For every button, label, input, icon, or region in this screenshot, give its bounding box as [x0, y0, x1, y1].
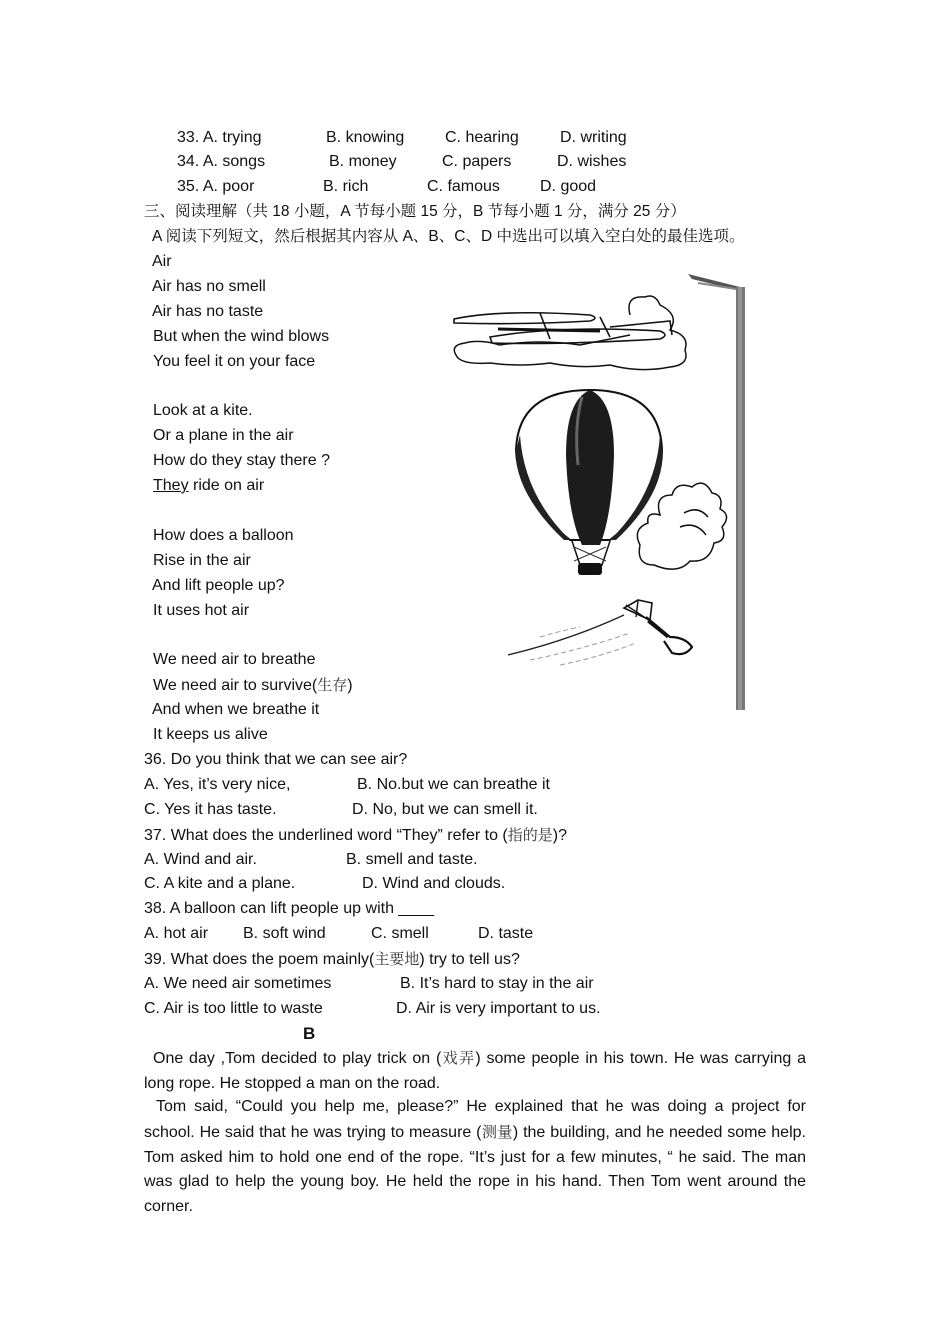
- underlined-word: They: [153, 477, 189, 494]
- poem-line: Look at a kite.: [153, 402, 253, 419]
- chinese-gloss: 指的是: [507, 826, 553, 844]
- option-a: A. songs: [202, 153, 266, 170]
- section-b-paragraph-2: [144, 1095, 806, 1220]
- q39-option-a: A. We need air sometimes: [144, 975, 332, 992]
- option-d: D. writing: [560, 129, 627, 146]
- q38-option-d: D. taste: [478, 925, 534, 942]
- poem-title: Air: [152, 253, 172, 270]
- kite-pole-icon: [688, 274, 745, 710]
- poem-line-text: We need air to survive(: [153, 677, 318, 694]
- poem-line: How do they stay there ?: [153, 452, 330, 469]
- q37-option-b: B. smell and taste.: [346, 851, 478, 868]
- poem-line: How does a balloon: [153, 527, 294, 544]
- option-a: A. trying: [202, 129, 262, 146]
- paren-close: ): [347, 677, 353, 694]
- cloze-number: 35.: [177, 178, 200, 195]
- airplane-icon: [454, 313, 672, 344]
- poem-line: You feel it on your face: [153, 353, 316, 370]
- poem-line: [153, 476, 264, 496]
- stem-text: 39. What does the poem mainly(: [144, 951, 375, 968]
- poem-line: And lift people up?: [152, 577, 285, 594]
- q39-option-c: C. Air is too little to waste: [144, 1000, 323, 1017]
- q37-option-c: C. A kite and a plane.: [144, 875, 296, 892]
- section-heading: 三、阅读理解（共 18 小题，A 节每小题 15 分，B 节每小题 1 分，满分 25 分）: [144, 203, 686, 220]
- paragraph-text: One day ,Tom decided to play trick on (: [153, 1050, 442, 1067]
- q36-option-a: A. Yes, it’s very nice,: [144, 776, 291, 793]
- q39-option-d: D. Air is very important to us.: [396, 1000, 601, 1017]
- paragraph-text: ) the building, and he needed some help. Tom asked him to hold one end of the rope. “It’s just for a few minutes, “ he said. The man was glad to help the young boy. He held the rope in his hand. Then Tom went around the corner.: [144, 1123, 806, 1216]
- q39-option-b: B. It’s hard to stay in the air: [400, 975, 594, 992]
- kite-icon: [508, 600, 692, 665]
- paragraph-text: Tom said, “Could you help me, please?” He explained that he was doing a project for school. He said that he was trying to measure (: [144, 1098, 806, 1141]
- section-instruction: A 阅读下列短文，然后根据其内容从 A、B、C、D 中选出可以填入空白处的最佳选项。: [152, 228, 745, 245]
- poem-line: Air has no taste: [152, 303, 264, 320]
- poem-line: Air has no smell: [152, 278, 266, 295]
- option-c: C. famous: [427, 178, 500, 195]
- q38-option-a: A. hot air: [144, 925, 209, 942]
- option-c: C. hearing: [445, 129, 519, 146]
- poem-line: And when we breathe it: [152, 701, 320, 718]
- stem-text: 37. What does the underlined word “They” refer to (: [144, 827, 508, 844]
- poem-illustration: [440, 265, 760, 715]
- q36-option-d: D. No, but we can smell it.: [352, 801, 538, 818]
- paragraph-text: ) some people in his town. He was carrying a long rope. He stopped a man on the road.: [144, 1050, 806, 1092]
- cloze-row-35: [177, 177, 254, 197]
- cloze-number: 34.: [177, 153, 200, 170]
- q36-option-c: C. Yes it has taste.: [144, 801, 277, 818]
- section-b-label: B: [303, 1024, 316, 1043]
- chinese-gloss: 测量: [481, 1122, 513, 1141]
- poem-line: Rise in the air: [153, 552, 251, 569]
- q37-option-d: D. Wind and clouds.: [362, 875, 506, 892]
- option-b: B. knowing: [326, 129, 405, 146]
- chinese-gloss: 生存: [317, 676, 348, 694]
- cloud-icon: [454, 296, 686, 370]
- section-b-paragraph-1: [144, 1046, 806, 1097]
- cloze-number: 33.: [177, 129, 200, 146]
- option-b: B. rich: [323, 178, 369, 195]
- question-38-stem: 38. A balloon can lift people up with ____: [144, 900, 434, 917]
- q38-option-c: C. smell: [371, 925, 429, 942]
- question-36-stem: 36. Do you think that we can see air?: [144, 751, 408, 768]
- option-b: B. money: [329, 153, 397, 170]
- question-39-stem: [144, 949, 520, 970]
- option-c: C. papers: [442, 153, 512, 170]
- stem-text-end: ) try to tell us?: [419, 951, 520, 968]
- poem-line-rest: ride on air: [188, 477, 265, 494]
- poem-line: But when the wind blows: [153, 328, 330, 345]
- q37-option-a: A. Wind and air.: [144, 851, 257, 868]
- cloze-row-33: [177, 128, 262, 148]
- paren-close: )?: [552, 827, 567, 844]
- option-a: A. poor: [202, 178, 255, 195]
- chinese-gloss: 主要地: [374, 950, 420, 968]
- poem-line: It keeps us alive: [153, 726, 268, 743]
- poem-line: Or a plane in the air: [153, 427, 294, 444]
- question-37-stem: [144, 825, 567, 846]
- q36-option-b: B. No.but we can breathe it: [357, 776, 550, 793]
- cloze-row-34: [177, 152, 265, 172]
- q38-option-b: B. soft wind: [243, 925, 326, 942]
- option-d: D. wishes: [557, 153, 627, 170]
- poem-line: We need air to breathe: [153, 651, 316, 668]
- poem-line: It uses hot air: [153, 602, 250, 619]
- poem-line: [153, 675, 353, 696]
- chinese-gloss: 戏弄: [441, 1049, 476, 1067]
- option-d: D. good: [540, 178, 597, 195]
